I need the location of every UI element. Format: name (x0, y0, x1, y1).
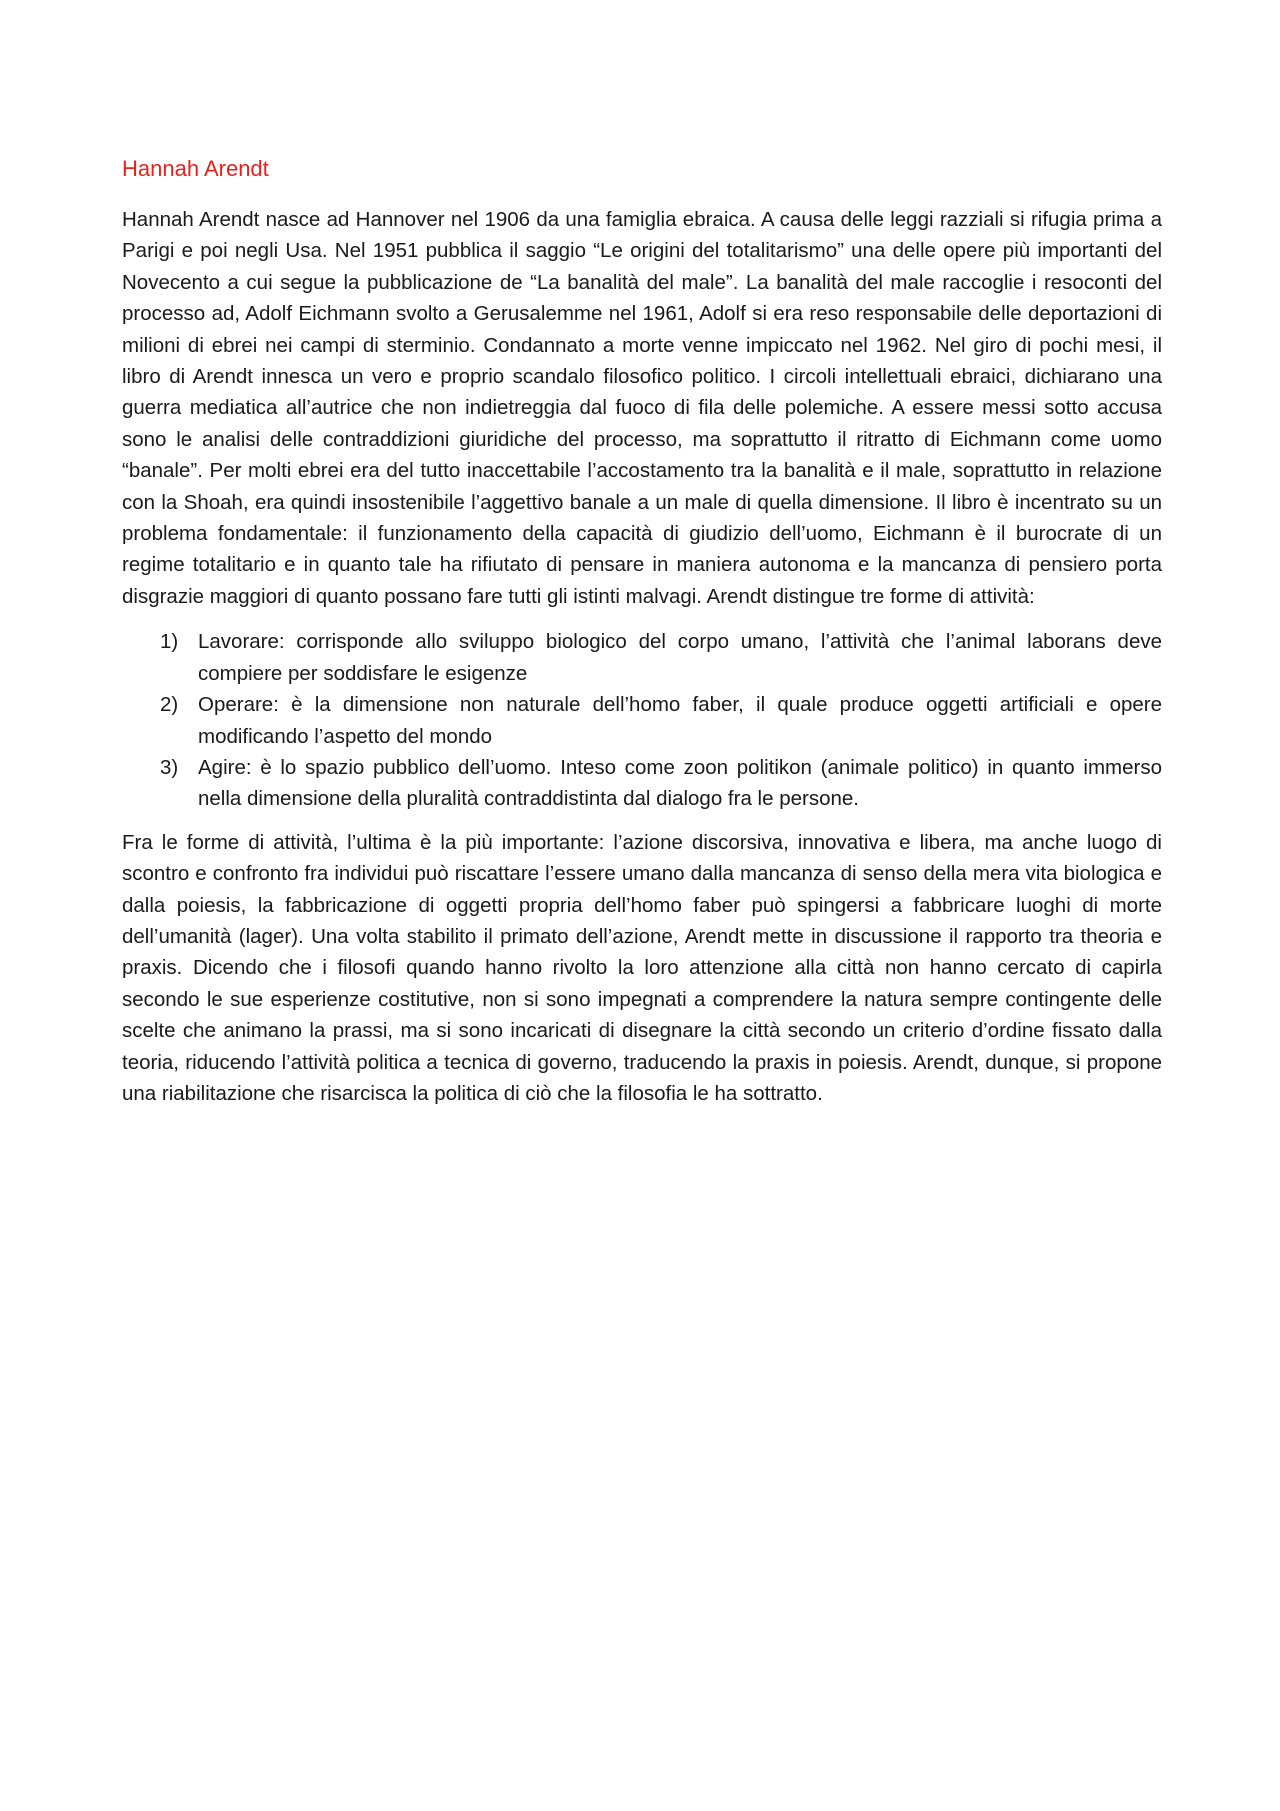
list-item (122, 689, 1162, 752)
list-item-text: Agire: è lo spazio pubblico dell’uomo. Inteso come zoon politikon (animale politico) in quanto immerso nella dimensione della pluralità contraddistinta dal dialogo fra le persone. (198, 755, 1162, 811)
list-item (122, 752, 1162, 815)
conclusion-paragraph: Fra le forme di attività, l’ultima è la più importante: l’azione discorsiva, innovativa e libera, ma anche luogo di scontro e confronto fra individui può riscattare l’essere umano dalla mancanza di senso della mera vita biologica e dalla poiesis, la fabbricazione di oggetti propria dell’homo faber può spingersi a fabbricare luoghi di morte dell’umanità (lager). Una volta stabilito il primato dell’azione, Arendt mette in discussione il rapporto tra theoria e praxis. Dicendo che i filosofi quando hanno rivolto la loro attenzione alla città non hanno cercato di capirla secondo le sue esperienze costitutive, non si sono impegnati a comprendere la natura sempre contingente delle scelte che animano la prassi, ma si sono incaricati di disegnare la città secondo un criterio d’ordine fissato dalla teoria, riducendo l’attività politica a tecnica di governo, traducendo la praxis in poiesis. Arendt, dunque, si propone una riabilitazione che risarcisca la politica di ciò che la filosofia le ha sottratto. (122, 830, 1162, 1105)
document-page (122, 152, 1162, 1109)
activity-list (122, 626, 1162, 814)
list-item-number: 2) (160, 693, 179, 717)
list-item (122, 626, 1162, 689)
list-item-text: Operare: è la dimensione non naturale dell’homo faber, il quale produce oggetti artificiali e opere modificando l’aspetto del mondo (198, 693, 1162, 748)
list-item-number: 3) (160, 755, 179, 779)
intro-paragraph: Hannah Arendt nasce ad Hannover nel 1906 da una famiglia ebraica. A causa delle leggi razziali si rifugia prima a Parigi e poi negli Usa. Nel 1951 pubblica il saggio “Le origini del totalitarismo” una delle opere più importanti del Novecento a cui segue la pubblicazione de “La banalità del male”. La banalità del male raccoglie i resoconti del processo ad, Adolf Eichmann svolto a Gerusalemme nel 1961, Adolf si era reso responsabile delle deportazioni di milioni di ebrei nei campi di sterminio. Condannato a morte venne impiccato nel 1962. Nel giro di pochi mesi, il libro di Arendt innesca un vero e proprio scandalo filosofico politico. I circoli intellettuali ebraici, dichiarano una guerra mediatica all’autrice che non indietreggia dal fuoco di fila delle polemiche. A essere messi sotto accusa sono le analisi delle contraddizioni giuridiche del processo, ma soprattutto il ritratto di Eichmann come uomo “banale”. Per molti ebrei era del tutto inaccettabile l’accostamento tra la banalità e il male, soprattutto in relazione con la Shoah, era quindi insostenibile l’aggettivo banale a un male di quella dimensione. Il libro è incentrato su un problema fondamentale: il funzionamento della capacità di giudizio dell’uomo, Eichmann è il burocrate di un regime totalitario e in quanto tale ha rifiutato di pensare in maniera autonoma e la mancanza di pensiero porta disgrazie maggiori di quanto possano fare tutti gli istinti malvagi. Arendt distingue tre forme di attività: (122, 208, 1162, 608)
list-item-number: 1) (160, 630, 179, 654)
document-title: Hannah Arendt (122, 156, 269, 181)
list-item-text: Lavorare: corrisponde allo sviluppo biologico del corpo umano, l’attività che l’animal laborans deve compiere per soddisfare le esigenze (198, 630, 1162, 685)
